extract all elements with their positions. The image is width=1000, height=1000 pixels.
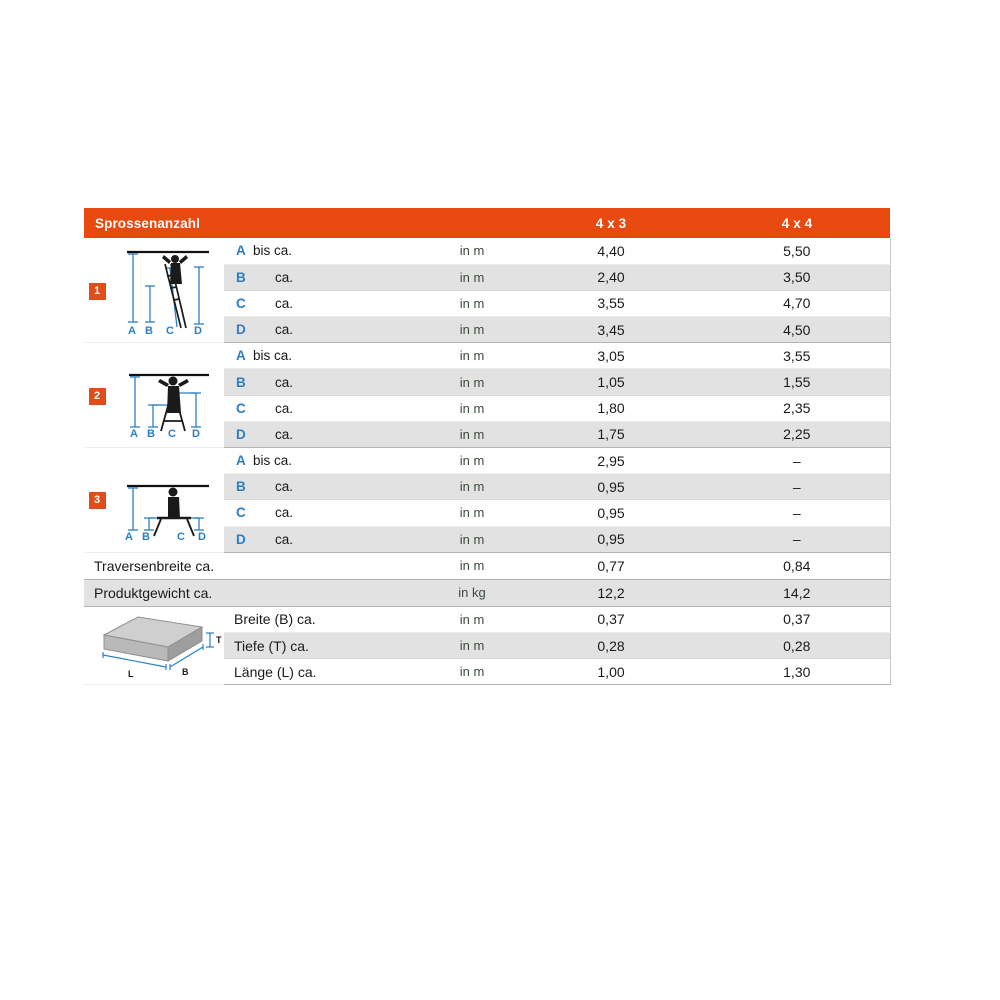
diagram-label-d: D [198, 530, 206, 543]
header-title: Sprossenanzahl [84, 208, 426, 238]
group-badge-cell-1 [84, 238, 110, 343]
value-col2: 4,50 [704, 317, 890, 343]
dimension-label [224, 395, 426, 421]
dimension-letter: B [236, 269, 246, 285]
dimension-qualifier: ca. [275, 531, 294, 547]
dimension-label [224, 421, 426, 447]
diagram-label-b: B [147, 428, 155, 441]
unit-value: in m [426, 606, 518, 632]
traversenbreite-label: Traversenbreite ca. [84, 552, 426, 579]
dimension-label [224, 343, 426, 369]
dimension-letter: C [236, 295, 246, 311]
leaning-ladder-diagram-cell [110, 238, 224, 343]
package-dim-label: Länge (L) ca. [224, 659, 426, 685]
dimension-letter: D [236, 322, 246, 338]
unit-value: in m [426, 526, 518, 552]
package-label-width: B [182, 666, 189, 677]
table-row [84, 579, 890, 606]
table-row [84, 343, 890, 369]
value-col1: 1,80 [518, 395, 704, 421]
package-label-length: L [128, 668, 134, 679]
badge-3: 3 [89, 492, 106, 509]
table-row [84, 552, 890, 579]
unit-value: in m [426, 369, 518, 395]
dimension-letter: C [236, 505, 246, 521]
unit-value: in m [426, 238, 518, 264]
dimension-qualifier: ca. [275, 374, 294, 390]
dimension-qualifier: bis ca. [253, 453, 293, 469]
produktgewicht-label: Produktgewicht ca. [84, 579, 426, 606]
value-col1: 3,55 [518, 290, 704, 316]
value-col1: 0,77 [518, 552, 704, 579]
unit-value: in m [426, 474, 518, 500]
diagram-label-d: D [192, 428, 200, 441]
unit-value: in m [426, 264, 518, 290]
value-col1: 0,28 [518, 632, 704, 658]
unit-value: in m [426, 343, 518, 369]
package-box-diagram-cell [84, 606, 224, 685]
group-badge-cell-3 [84, 448, 110, 553]
header-unit [426, 208, 518, 238]
diagram-label-d: D [194, 325, 202, 338]
unit-value: in m [426, 317, 518, 343]
diagram-label-c: C [166, 325, 174, 338]
value-col2: 0,28 [704, 632, 890, 658]
unit-value: in m [426, 552, 518, 579]
value-col1: 0,95 [518, 500, 704, 526]
table-row [84, 448, 890, 474]
table-row [84, 606, 890, 632]
value-col2: – [704, 474, 890, 500]
value-col1: 0,95 [518, 474, 704, 500]
value-col1: 4,40 [518, 238, 704, 264]
value-col1: 2,95 [518, 448, 704, 474]
package-dim-label: Breite (B) ca. [224, 606, 426, 632]
value-col2: 0,84 [704, 552, 890, 579]
dimension-label [224, 264, 426, 290]
diagram-label-a: A [125, 530, 133, 543]
header-column-2: 4 x 4 [704, 208, 890, 238]
specification-table-container [84, 208, 890, 685]
worker-figure-icon [168, 487, 180, 518]
unit-value: in m [426, 290, 518, 316]
worker-figure-icon [158, 377, 189, 414]
dimension-label [224, 369, 426, 395]
value-col2: 14,2 [704, 579, 890, 606]
value-col2: 1,30 [704, 659, 890, 685]
dimension-label [224, 317, 426, 343]
platform-ladder-diagram [113, 454, 221, 546]
value-col2: 0,37 [704, 606, 890, 632]
dimension-label [224, 448, 426, 474]
header-column-1: 4 x 3 [518, 208, 704, 238]
value-col1: 1,00 [518, 659, 704, 685]
dimension-letter: B [236, 479, 246, 495]
dimension-qualifier: ca. [275, 295, 294, 311]
dimension-qualifier: bis ca. [253, 348, 293, 364]
package-dim-label: Tiefe (T) ca. [224, 632, 426, 658]
dimension-qualifier: ca. [275, 269, 294, 285]
group-badge-cell-2 [84, 343, 110, 448]
step-ladder-diagram [113, 349, 221, 441]
table-row [84, 238, 890, 264]
value-col2: 5,50 [704, 238, 890, 264]
badge-2: 2 [89, 388, 106, 405]
step-ladder-diagram-cell [110, 343, 224, 448]
dimension-label [224, 238, 426, 264]
value-col2: – [704, 448, 890, 474]
value-col1: 12,2 [518, 579, 704, 606]
dimension-qualifier: ca. [275, 426, 294, 442]
unit-value: in m [426, 448, 518, 474]
unit-value: in m [426, 421, 518, 447]
value-col1: 0,95 [518, 526, 704, 552]
unit-value: in m [426, 632, 518, 658]
dimension-qualifier: ca. [275, 505, 294, 521]
unit-value: in kg [426, 579, 518, 606]
dimension-letter: A [236, 243, 246, 259]
value-col2: 1,55 [704, 369, 890, 395]
dimension-letter: A [236, 348, 246, 364]
dimension-label [224, 290, 426, 316]
value-col2: – [704, 526, 890, 552]
package-label-thickness: T [216, 634, 222, 645]
value-col1: 1,05 [518, 369, 704, 395]
dimension-qualifier: ca. [275, 479, 294, 495]
dimension-qualifier: ca. [275, 322, 294, 338]
unit-value: in m [426, 395, 518, 421]
dimension-qualifier: bis ca. [253, 243, 293, 259]
diagram-label-b: B [145, 325, 153, 338]
leaning-ladder-diagram [113, 242, 221, 338]
diagram-label-a: A [130, 428, 138, 441]
value-col1: 0,37 [518, 606, 704, 632]
platform-ladder-diagram-cell [110, 448, 224, 553]
diagram-label-b: B [142, 530, 150, 543]
unit-value: in m [426, 500, 518, 526]
dimension-letter: A [236, 453, 246, 469]
value-col1: 3,45 [518, 317, 704, 343]
value-col2: 2,35 [704, 395, 890, 421]
value-col1: 2,40 [518, 264, 704, 290]
value-col2: 2,25 [704, 421, 890, 447]
dimension-qualifier: ca. [275, 400, 294, 416]
value-col2: – [704, 500, 890, 526]
table-header-row [84, 208, 890, 238]
dimension-letter: D [236, 426, 246, 442]
value-col2: 4,70 [704, 290, 890, 316]
value-col2: 3,50 [704, 264, 890, 290]
dimension-label [224, 500, 426, 526]
value-col1: 3,05 [518, 343, 704, 369]
badge-1: 1 [89, 283, 106, 300]
diagram-label-c: C [177, 530, 185, 543]
package-box-diagram [86, 611, 222, 681]
dimension-letter: B [236, 374, 246, 390]
specification-table [84, 208, 891, 685]
diagram-label-a: A [128, 325, 136, 338]
dimension-label [224, 474, 426, 500]
value-col2: 3,55 [704, 343, 890, 369]
dimension-label [224, 526, 426, 552]
value-col1: 1,75 [518, 421, 704, 447]
diagram-label-c: C [168, 428, 176, 441]
unit-value: in m [426, 659, 518, 685]
dimension-letter: C [236, 400, 246, 416]
dimension-letter: D [236, 531, 246, 547]
